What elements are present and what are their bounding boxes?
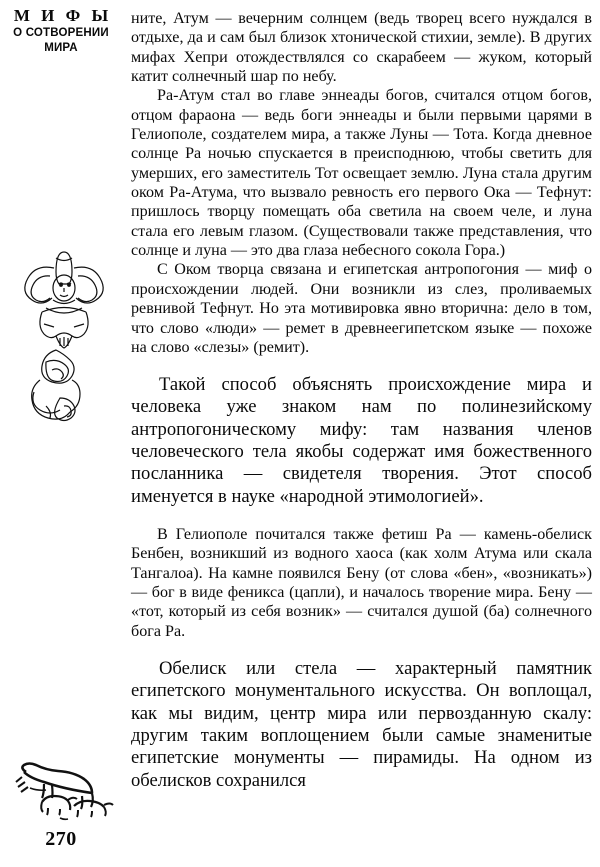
- paragraph-5: В Гелиополе почитался также фетиш Ра — камень-обелиск Бенбен, возникший из водного хаоса (как холм Атума или скала Тангалоа). На камне появился Бену (от слова «бен», «возникать») — бог в виде феникса (цапли), и началось творение мира. Бену — «тот, который из себя возник» — считался душой (ба) солнечного бога Ра.: [131, 525, 592, 640]
- running-head: [0, 6, 122, 56]
- running-head-title: М И Ф Ы: [13, 6, 112, 25]
- paragraph-2: Ра-Атум стал во главе эннеады богов, считался отцом богов, отцом фараона — ведь боги эннеады и были первыми царями в Гелиополе, создателем мира, а также Луны — Тота. Когда дневное солнце Ра ночью спускается в преисподнюю, чтобы светить для умерших, его заместитель Тот освещает землю. Луна стала другим оком Ра-Атума, что вызвало ревность его первого Ока — Тефнут: пришлось творцу помещать оба светила на своем челе, и луна стала его левым глазом. (Существовали также представления, что солнце и луна — это два глаза небесного сокола Гора.): [131, 87, 592, 260]
- paragraph-6: Обелиск или стела — характерный памятник египетского монументального искусства. Он воплощал, как мы видим, центр мира или первозданную скалу: другим таким воплощением были самые знаменитые египетские монументы — пирамиды. На одном из обелисков сохранился: [131, 658, 592, 791]
- margin-column: [0, 0, 122, 867]
- paragraph-4-emphasis: Такой способ объяснять происхождение мира и человека уже знаком нам по полинезийскому антропогоническому мифу: там названия членов человеческого тела якобы содержат имя божественного посланника — свидетеля творения. Этот способ именуется в науке «народной этимологией».: [131, 374, 592, 507]
- paragraph-3: С Оком творца связана и египетская антропогония — миф о происхождении людей. Они возникли из слез, проливаемых ревнивой Тефнут. Но эта мотивировка явно вторична: дело в том, что слово «люди» — ремет в древнеегипетском языке — похоже на слово «слезы» (ремит).: [131, 261, 592, 356]
- rock-art-animals-illustration: [8, 762, 120, 824]
- paragraph-1: ните, Атум — вечерним солнцем (ведь творец всего нуждался в отдыхе, да и сам был близок хтонической стихии, земле). В других мифах Хепри отождествлялся со скарабеем — жуком, который катит солнечный шар по небу.: [131, 10, 592, 86]
- text-column: [131, 0, 592, 867]
- page-number: 270: [45, 828, 77, 850]
- serpent-deity-illustration: [16, 246, 112, 428]
- running-head-subtitle-line2: МИРА: [44, 42, 78, 54]
- running-head-subtitle-line1: О СОТВОРЕНИИ: [13, 27, 109, 39]
